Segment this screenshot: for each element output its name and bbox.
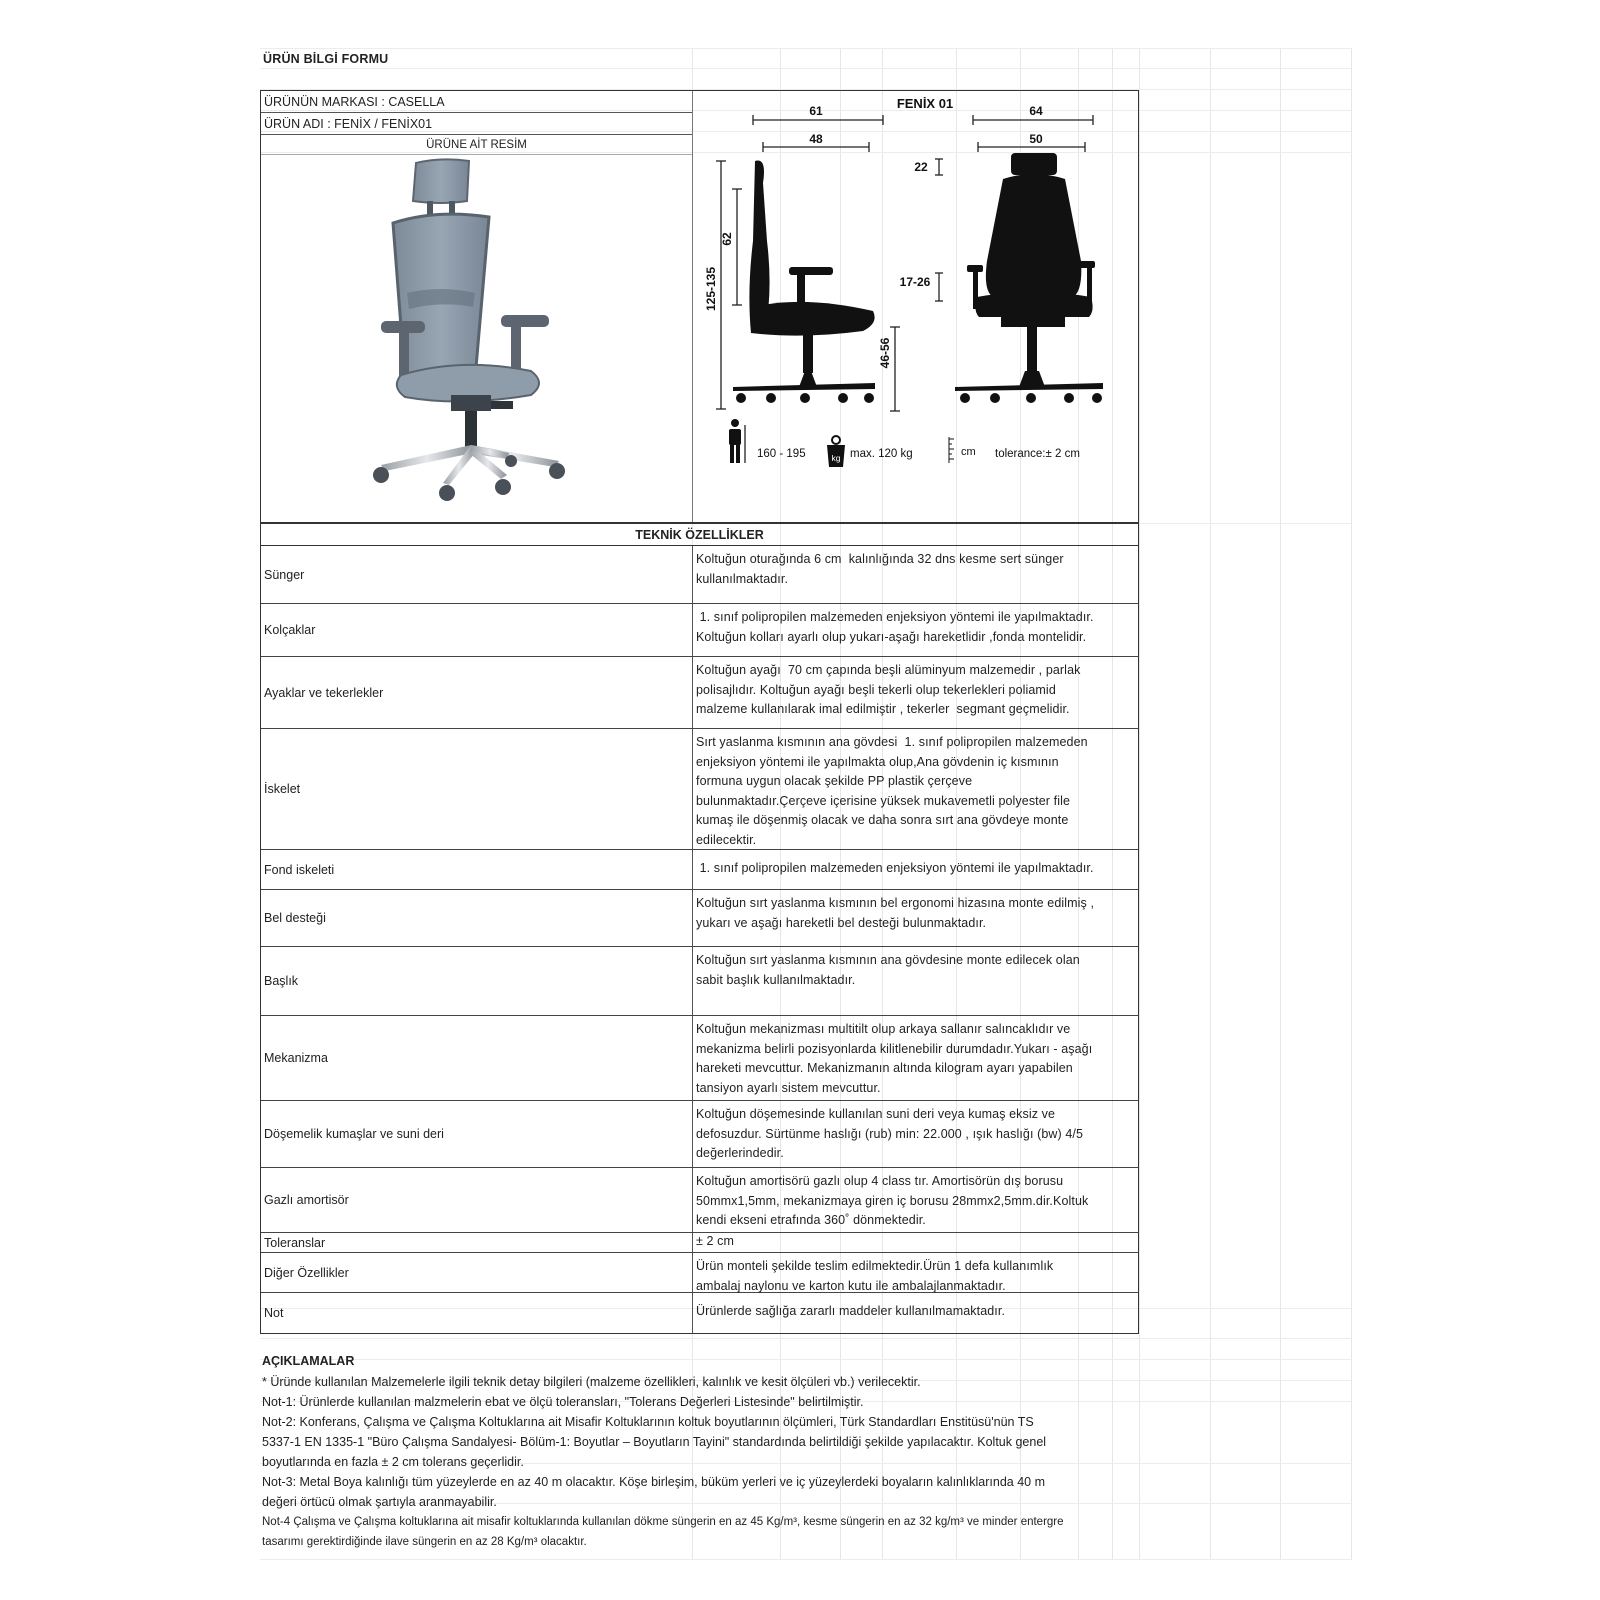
- product-name-line: ÜRÜN ADI : FENİX / FENİX01: [261, 113, 692, 135]
- product-header: [260, 90, 1139, 523]
- spec-label: Bel desteği: [261, 890, 693, 946]
- spec-value-line: Koltuğun amortisörü gazlı olup 4 class tır. Amortisörün dış borusu: [696, 1174, 1064, 1188]
- dim-64: 64: [1029, 104, 1043, 118]
- chair-photo: [341, 157, 621, 507]
- spec-value-line: tansiyon ayarlı sistem mevcuttur.: [696, 1080, 881, 1095]
- spec-value: [693, 1101, 1138, 1167]
- specs-title: TEKNİK ÖZELLİKLER: [261, 524, 1138, 546]
- dim-48: 48: [809, 132, 823, 146]
- unit-label: cm: [961, 446, 976, 458]
- note-line: boyutlarında en fazla ± 2 cm tolerans geçerlidir.: [262, 1455, 524, 1469]
- spec-value: [693, 1168, 1138, 1232]
- spec-value-line: kumaş ile döşenmiş olacak ve daha sonra sırt ana gövdeye monte: [696, 813, 1069, 828]
- spec-label: Diğer Özellikler: [261, 1253, 693, 1292]
- spec-value-line: Koltuğun döşemesinde kullanılan suni deri veya kumaş eksiz ve: [696, 1107, 1056, 1121]
- ruler-icon: [949, 437, 954, 463]
- person-icon: [729, 419, 741, 463]
- spec-rows: [261, 546, 1138, 1333]
- model-label: FENİX 01: [896, 96, 954, 111]
- spec-value-line: Koltuğun kolları ayarlı olup yukarı-aşağı hareketlidir ,fonda montelidir.: [696, 629, 1087, 644]
- spec-label: Not: [261, 1293, 693, 1333]
- spec-value-line: hareketi mevcuttur. Mekanizmanın altında kilogram ayarı yapabilen: [696, 1061, 1073, 1076]
- spec-row: [261, 604, 1138, 657]
- notes-title: AÇIKLAMALAR: [262, 1354, 355, 1368]
- spec-label: Toleranslar: [261, 1233, 693, 1252]
- spec-value-line: kullanılmaktadır.: [696, 571, 789, 586]
- tolerance-label: tolerance:± 2 cm: [995, 448, 1080, 460]
- spec-value: [693, 1233, 1138, 1252]
- form-title: ÜRÜN BİLGİ FORMU: [263, 52, 389, 66]
- spec-row: [261, 947, 1138, 1016]
- spec-label: Gazlı amortisör: [261, 1168, 693, 1232]
- spec-value-line: polisajlıdır. Koltuğun ayağı beşli tekerli olup tekerlekleri poliamid: [696, 682, 1056, 697]
- note-line: Not-4 Çalışma ve Çalışma koltuklarına ait misafir koltuklarında kullanılan dökme süngerin en az 45 Kg/m³, kesme süngerin en az 32 kg/m³ ve minder entergre: [262, 1516, 1064, 1528]
- brand-line: ÜRÜNÜN MARKASI : CASELLA: [261, 91, 692, 113]
- spec-value-line: formuna uygun olacak şekilde PP plastik çerçeve: [696, 774, 973, 789]
- dim-61: 61: [809, 104, 823, 118]
- spec-row: [261, 1168, 1138, 1233]
- spec-value-line: değerlerindedir.: [696, 1146, 784, 1161]
- spec-row: [261, 1101, 1138, 1168]
- spec-value-line: bulunmaktadır.Çerçeve içerisine yüksek mukavemetli polyester file: [696, 793, 1071, 808]
- spec-value-line: Koltuğun ayağı 70 cm çapında beşli alüminyum malzemedir , parlak: [696, 663, 1081, 677]
- spec-value-line: Ürün monteli şekilde teslim edilmektedir.Ürün 1 defa kullanımlık: [696, 1259, 1054, 1273]
- spec-row: [261, 546, 1138, 604]
- dimension-diagram: [693, 91, 1138, 521]
- spec-value-line: ± 2 cm: [696, 1233, 735, 1248]
- spec-value-line: Sırt yaslanma kısmının ana gövdesi 1. sınıf polipropilen malzemeden: [696, 735, 1088, 749]
- notes-list: [262, 1372, 1142, 1552]
- spec-row: [261, 1293, 1138, 1333]
- spec-value: [693, 947, 1138, 1015]
- spec-value-line: mekanizma belirli pozisyonlarda kilitlenebilir durumdadır.Yukarı - aşağı: [696, 1041, 1093, 1056]
- note-line: * Üründe kullanılan Malzemelerle ilgili teknik detay bilgileri (malzeme özellikleri, kalınlık ve kesit ölçüleri vb.) verilecektir.: [262, 1375, 921, 1389]
- spec-value-line: 1. sınıf polipropilen malzemeden enjeksiyon yöntemi ile yapılmaktadır.: [696, 610, 1094, 624]
- note-line: 5337-1 EN 1335-1 "Büro Çalışma Sandalyesi- Bölüm-1: Boyutlar – Boyutların Tayini" standardında belirtildiği şekilde yapılacaktır. Koltuk genel: [262, 1435, 1047, 1449]
- spec-row: [261, 657, 1138, 729]
- spec-value-line: Koltuğun mekanizması multitilt olup arkaya sallanır salıncaklıdır ve: [696, 1022, 1071, 1036]
- spec-value-line: sabit başlık kullanılmaktadır.: [696, 972, 856, 987]
- spec-value-line: Koltuğun oturağında 6 cm kalınlığında 32 dns kesme sert sünger: [696, 552, 1064, 566]
- spec-row: [261, 1253, 1138, 1293]
- spec-value-line: malzeme kullanılarak imal edilmiştir , tekerler segmant geçmelidir.: [696, 702, 1070, 717]
- weight-icon: [827, 436, 845, 467]
- spec-value-line: kendi ekseni etrafında 360˚ dönmektedir.: [696, 1213, 926, 1228]
- dim-62: 62: [720, 232, 734, 246]
- spec-value: [693, 729, 1138, 849]
- spec-row: [261, 729, 1138, 850]
- spec-row: [261, 1016, 1138, 1101]
- dim-50: 50: [1029, 132, 1043, 146]
- dim-total-height: 125-135: [704, 266, 718, 312]
- spec-label: İskelet: [261, 729, 693, 849]
- spec-label: Mekanizma: [261, 1016, 693, 1100]
- spec-value-line: Koltuğun sırt yaslanma kısmının ana gövdesine monte edilecek olan: [696, 953, 1080, 967]
- spec-label: Sünger: [261, 546, 693, 603]
- spec-value: [693, 1253, 1138, 1292]
- user-height-range: 160 - 195: [757, 448, 806, 460]
- spec-value-line: ambalaj naylonu ve karton kutu ile ambalajlanmaktadır.: [696, 1278, 1006, 1293]
- spec-label: Ayaklar ve tekerlekler: [261, 657, 693, 728]
- spec-value: [693, 1016, 1138, 1100]
- dim-22: 22: [914, 160, 928, 174]
- explanations-section: [262, 1354, 1142, 1552]
- spec-value: [693, 604, 1138, 656]
- spec-value-line: yukarı ve aşağı hareketli bel desteği bulunmaktadır.: [696, 915, 987, 930]
- dim-seat-height: 46-56: [878, 337, 892, 369]
- technical-specifications: [260, 523, 1139, 1334]
- spec-value-line: defosuzdur. Sürtünme haslığı (rub) min: 22.000 , ışık haslığı (bw) 4/5: [696, 1126, 1084, 1141]
- spec-value-line: 1. sınıf polipropilen malzemeden enjeksiyon yöntemi ile yapılmaktadır.: [696, 860, 1094, 875]
- spec-value: [693, 890, 1138, 946]
- spec-label: Kolçaklar: [261, 604, 693, 656]
- spec-value: [693, 1293, 1138, 1333]
- max-weight: max. 120 kg: [850, 448, 913, 460]
- product-info-panel: [261, 91, 693, 522]
- spec-label: Fond iskeleti: [261, 850, 693, 889]
- spec-label: Döşemelik kumaşlar ve suni deri: [261, 1101, 693, 1167]
- note-line: Not-3: Metal Boya kalınlığı tüm yüzeylerde en az 40 m olacaktır. Köşe birleşim, büküm yerleri ve iç yüzeylerdeki boyaların kalınlıklarında 40 m: [262, 1475, 1045, 1489]
- spec-row: [261, 850, 1138, 890]
- image-caption: ÜRÜNE AİT RESİM: [261, 135, 692, 155]
- spec-row: [261, 890, 1138, 947]
- note-line: değeri örtücü olmak şartıyla aranmayabilir.: [262, 1495, 497, 1509]
- dim-arm-height: 17-26: [899, 275, 931, 289]
- dimension-diagram-panel: [693, 91, 1138, 522]
- spec-value-line: Koltuğun sırt yaslanma kısmının bel ergonomi hizasına monte edilmiş ,: [696, 896, 1095, 910]
- spec-value: [693, 850, 1138, 889]
- spec-value-line: edilecektir.: [696, 832, 757, 847]
- note-line: tasarımı gerektirdiğinde ilave süngerin en az 28 Kg/m³ olacaktır.: [262, 1536, 587, 1548]
- spec-value-line: enjeksiyon yöntemi ile yapılmakta olup,Ana gövdenin iç kısmının: [696, 754, 1059, 769]
- spec-row: [261, 1233, 1138, 1253]
- note-line: Not-1: Ürünlerde kullanılan malzmelerin ebat ve ölçü toleransları, "Tolerans Değerleri Listesinde" belirtilmiştir.: [262, 1395, 864, 1409]
- spec-value-line: 50mmx1,5mm, mekanizmaya giren iç borusu 28mmx2,5mm.dir.Koltuk: [696, 1193, 1089, 1208]
- spec-value: [693, 546, 1138, 603]
- note-line: Not-2: Konferans, Çalışma ve Çalışma Koltuklarına ait Misafir Koltuklarının koltuk boyutlarının ölçümleri, Türk Standardları Enstitüsü'nün TS: [262, 1415, 1034, 1429]
- spec-value: [693, 657, 1138, 728]
- weight-icon-label: kg: [831, 453, 841, 463]
- spec-value-line: Ürünlerde sağlığa zararlı maddeler kullanılmamaktadır.: [696, 1304, 1006, 1319]
- spec-label: Başlık: [261, 947, 693, 1015]
